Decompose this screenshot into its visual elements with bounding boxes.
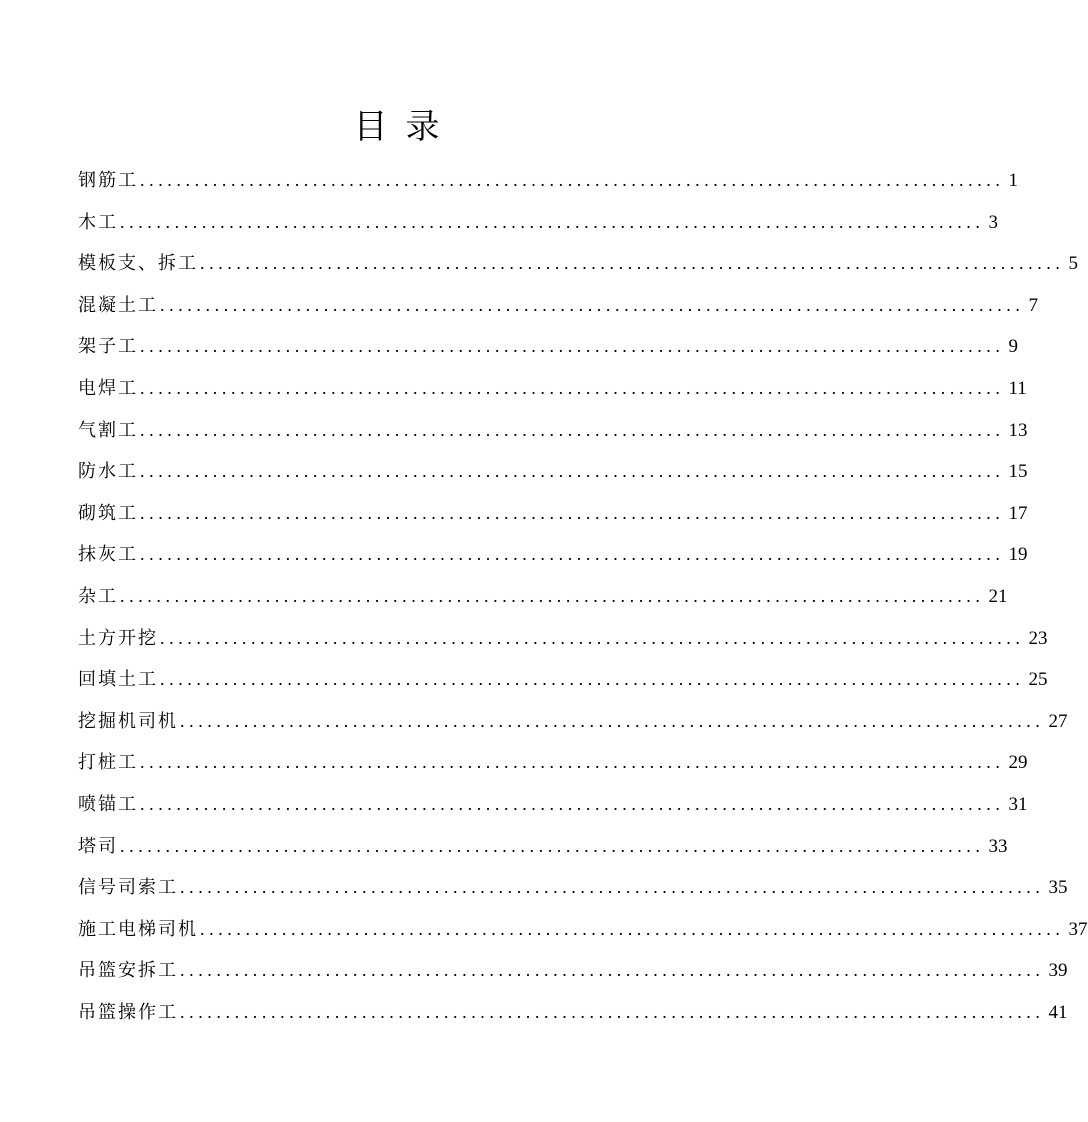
toc-entry[interactable] — [78, 368, 1027, 410]
toc-dot-leader: ............................................................................................... — [200, 253, 1065, 274]
toc-entry-label: 模板支、拆工 — [78, 253, 198, 275]
toc-entry-page: 13 — [1008, 419, 1028, 441]
toc-entry[interactable] — [78, 285, 1038, 327]
toc-dot-leader: ............................................................................................... — [140, 170, 1005, 190]
toc-dot-leader: ............................................................................................... — [160, 294, 1025, 315]
toc-entry-label: 回填土工 — [78, 669, 158, 691]
toc-entry-label: 抹灰工 — [78, 544, 138, 566]
toc-entry-page: 41 — [1048, 1001, 1068, 1023]
toc-dot-leader: ............................................................................................... — [120, 211, 985, 232]
toc-entry[interactable] — [78, 784, 1028, 826]
toc-entry[interactable] — [78, 243, 1078, 285]
toc-entry[interactable] — [78, 160, 1018, 202]
toc-entry-label: 架子工 — [78, 336, 138, 358]
toc-entry-label: 木工 — [78, 211, 118, 233]
toc-dot-leader: ............................................................................................... — [180, 1001, 1045, 1022]
toc-entry[interactable] — [78, 534, 1028, 576]
toc-entry-label: 防水工 — [78, 461, 138, 483]
toc-entry-page: 37 — [1068, 918, 1088, 940]
toc-dot-leader: ............................................................................................... — [160, 669, 1025, 690]
toc-entry[interactable] — [78, 909, 1088, 951]
toc-entry[interactable] — [78, 410, 1028, 452]
toc-entry-page: 3 — [988, 211, 998, 233]
toc-entry-page: 7 — [1028, 294, 1038, 316]
toc-dot-leader: ............................................................................................... — [120, 835, 985, 856]
toc-entry-page: 25 — [1028, 669, 1048, 691]
toc-entry-page: 1 — [1008, 170, 1018, 191]
toc-entry[interactable] — [78, 659, 1048, 701]
toc-entry-page: 39 — [1048, 960, 1068, 982]
toc-entry[interactable] — [78, 202, 998, 244]
toc-dot-leader: ............................................................................................... — [140, 419, 1005, 440]
page-title: 目录 — [353, 107, 458, 147]
toc-entry-label: 施工电梯司机 — [78, 918, 198, 940]
toc-entry[interactable] — [78, 451, 1028, 493]
toc-entry-page: 19 — [1008, 544, 1028, 566]
toc-dot-leader: ............................................................................................... — [160, 627, 1025, 648]
toc-dot-leader: ............................................................................................... — [140, 377, 1005, 398]
toc-entry[interactable] — [78, 701, 1068, 743]
toc-dot-leader: ............................................................................................... — [180, 960, 1045, 981]
toc-entry-page: 31 — [1008, 793, 1028, 815]
toc-entry-page: 9 — [1008, 336, 1018, 358]
toc-entry-label: 土方开挖 — [78, 627, 158, 649]
toc-entry-label: 钢筋工 — [78, 170, 138, 191]
toc-entry-page: 23 — [1028, 627, 1048, 649]
toc-entry-label: 电焊工 — [78, 377, 138, 399]
toc-entry[interactable] — [78, 742, 1028, 784]
toc-dot-leader: ............................................................................................... — [140, 752, 1005, 773]
toc-dot-leader: ............................................................................................... — [180, 877, 1045, 898]
toc-entry-label: 喷锚工 — [78, 793, 138, 815]
toc-entry-page: 11 — [1008, 377, 1027, 399]
toc-entry-label: 气割工 — [78, 419, 138, 441]
toc-dot-leader: ............................................................................................... — [140, 461, 1005, 482]
toc-entry-label: 吊篮操作工 — [78, 1001, 178, 1023]
toc-dot-leader: ............................................................................................... — [140, 336, 1005, 357]
toc-entry[interactable] — [78, 992, 1068, 1034]
toc-entry[interactable] — [78, 576, 1008, 618]
toc-entry-page: 27 — [1048, 710, 1068, 732]
toc-entry-page: 21 — [988, 585, 1008, 607]
toc-dot-leader: ............................................................................................... — [200, 918, 1065, 939]
toc-entry-label: 吊篮安拆工 — [78, 960, 178, 982]
toc-entry-label: 杂工 — [78, 585, 118, 607]
toc-entry[interactable] — [78, 867, 1068, 909]
toc-entry-label: 混凝土工 — [78, 294, 158, 316]
toc-entry[interactable] — [78, 618, 1048, 660]
toc-dot-leader: ............................................................................................... — [140, 793, 1005, 814]
toc-dot-leader: ............................................................................................... — [180, 710, 1045, 731]
toc-entry[interactable] — [78, 950, 1068, 992]
toc-dot-leader: ............................................................................................... — [120, 585, 985, 606]
toc-entry-label: 打桩工 — [78, 752, 138, 774]
toc-entry-label: 挖掘机司机 — [78, 710, 178, 732]
toc-entry-page: 33 — [988, 835, 1008, 857]
toc-dot-leader: ............................................................................................... — [140, 502, 1005, 523]
toc-entry[interactable] — [78, 826, 1008, 868]
toc-entry-label: 信号司索工 — [78, 877, 178, 899]
toc-entry-page: 29 — [1008, 752, 1028, 774]
toc-dot-leader: ............................................................................................... — [140, 544, 1005, 565]
toc-entry[interactable] — [78, 493, 1028, 535]
toc-entry-page: 15 — [1008, 461, 1028, 483]
table-of-contents — [78, 160, 1088, 1033]
toc-entry[interactable] — [78, 326, 1018, 368]
toc-entry-label: 塔司 — [78, 835, 118, 857]
toc-entry-label: 砌筑工 — [78, 502, 138, 524]
toc-entry-page: 17 — [1008, 502, 1028, 524]
toc-entry-page: 5 — [1068, 253, 1078, 275]
toc-entry-page: 35 — [1048, 877, 1068, 899]
